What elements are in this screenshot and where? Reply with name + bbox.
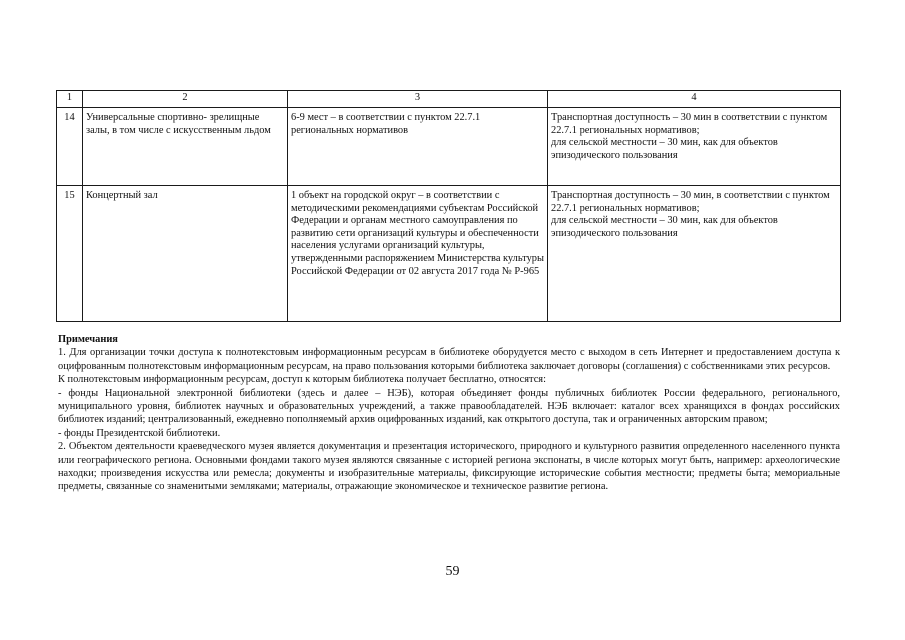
column-header-2: 2	[83, 91, 288, 108]
notes-section	[58, 333, 840, 494]
accessibility-norm: Транспортная доступность – 30 мин, в соответствии с пунктом 22.7.1 региональных нормативов; для сельской местности – 30 мин, как для объектов эпизодического пользования	[548, 186, 841, 322]
table-row	[57, 186, 841, 322]
notes-title: Примечания	[58, 334, 118, 345]
note-paragraph: 1. Для организации точки доступа к полнотекстовым информационным ресурсам в библиотеке оборудуется место с выходом в сеть Интернет и предоставлением доступа к оцифрованным полнотекстовым информационным ресурсам, на право пользования которыми библиотека заключает договоры (соглашения) с собственниками этих ресурсов.	[58, 347, 840, 372]
norms-table	[56, 90, 841, 322]
note-paragraph: К полнотекстовым информационным ресурсам, доступ к которым библиотека получает бесплатно, относятся:	[58, 374, 546, 386]
capacity-norm: 1 объект на городской округ – в соответствии с методическими рекомендациями субъектам Российской Федерации и органам местного самоуправления по развитию сети организаций культуры и обеспеченности населения услугами организаций культуры, утвержденными распоряжением Министерства культуры Российской Федерации от 02 августа 2017 года № Р-965	[288, 186, 548, 322]
facility-name: Универсальные спортивно- зрелищные залы, в том числе с искусственным льдом	[83, 108, 288, 186]
table-header-row	[57, 91, 841, 108]
page-number: 59	[445, 564, 460, 579]
row-number: 15	[57, 186, 83, 322]
column-header-1: 1	[57, 91, 83, 108]
note-paragraph: - фонды Президентской библиотеки.	[58, 427, 221, 439]
note-paragraph: - фонды Национальной электронной библиотеки (здесь и далее – НЭБ), которая объединяет фонды публичных библиотек России федерального, регионального, муниципального уровня, библиотек научных и образовательных учреждений, а также правообладателей. НЭБ включает: каталог всех хранящихся в фондах российских библиотек изданий; централизованный, ежедневно пополняемый архив оцифрованных изданий, как открытого доступа, так и ограниченных авторским правом;	[58, 387, 840, 426]
row-number: 14	[57, 108, 83, 186]
column-header-4: 4	[548, 91, 841, 108]
accessibility-norm: Транспортная доступность – 30 мин в соответствии с пунктом 22.7.1 региональных нормативов; для сельской местности – 30 мин, как для объектов эпизодического пользования	[548, 108, 841, 186]
column-header-3: 3	[288, 91, 548, 108]
table-row	[57, 108, 841, 186]
facility-name: Концертный зал	[83, 186, 288, 322]
note-paragraph: 2. Объектом деятельности краеведческого музея является документация и презентация исторического, природного и культурного развития определенного населенного пункта или географического региона. Основными фондами такого музея являются связанные с историей региона экспонаты, в числе которых могут быть, например: археологические находки; произведения искусства или ремесла; документы и изобразительные материалы, фиксирующие исторические события местности; предметы быта; мемориальные предметы, связанные со знаменитыми земляками; материалы, отражающие экономическое и техническое развитие региона.	[58, 441, 840, 493]
capacity-norm: 6-9 мест – в соответствии с пунктом 22.7.1 региональных нормативов	[288, 108, 548, 186]
